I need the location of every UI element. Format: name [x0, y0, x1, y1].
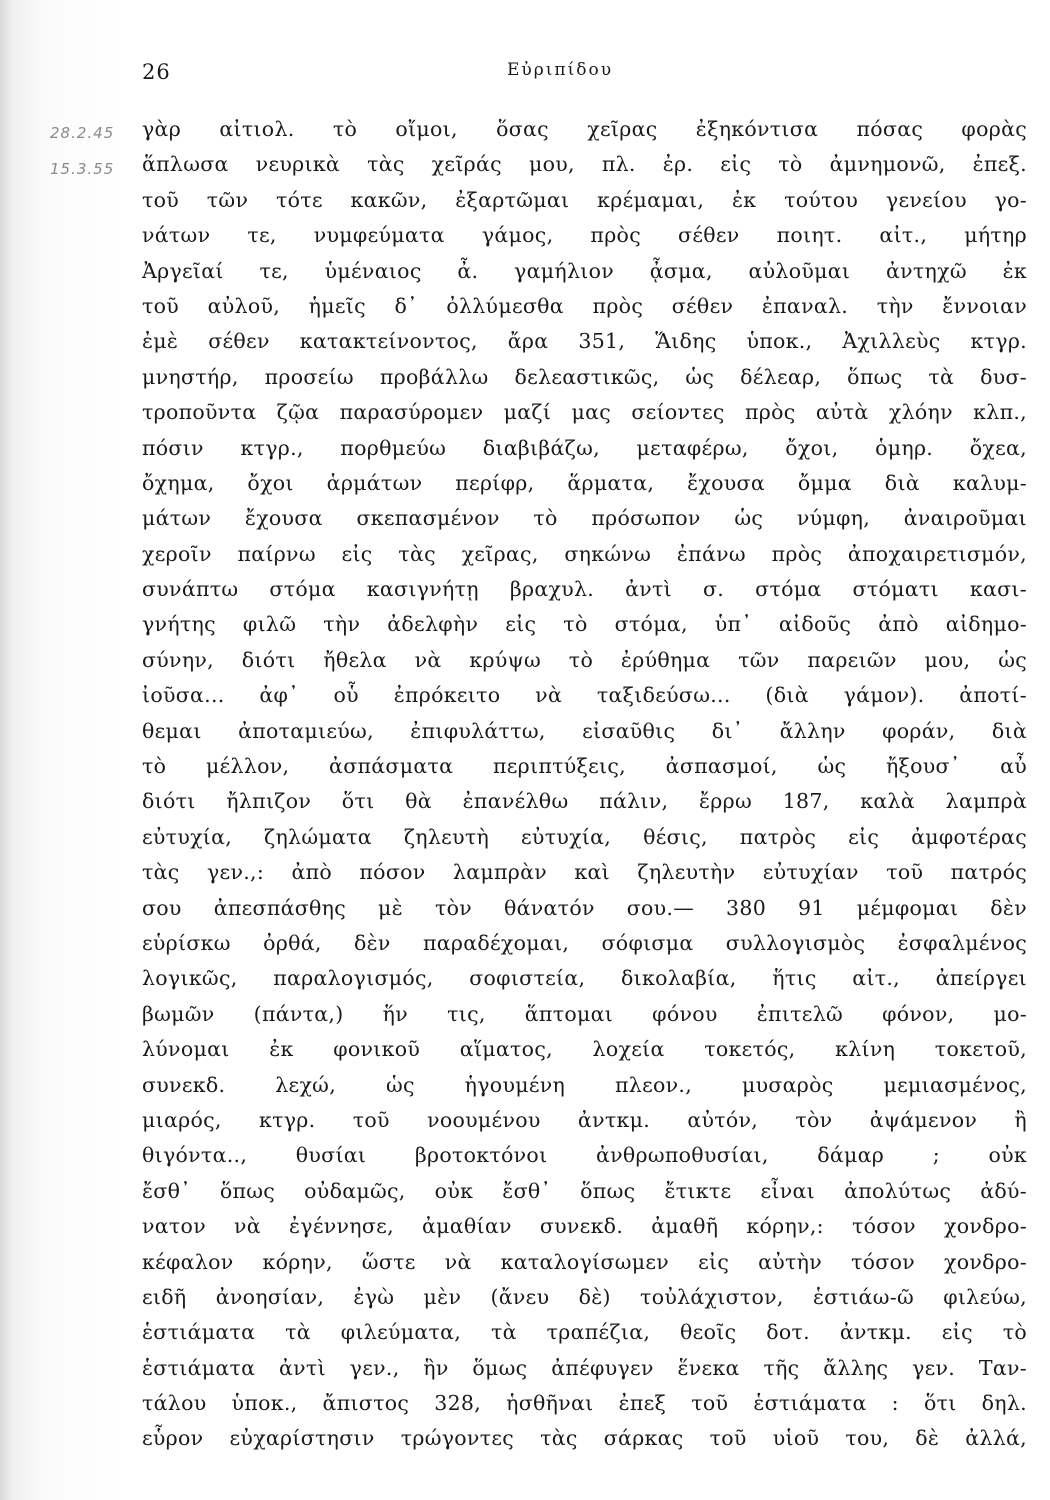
text-line: ἅπλωσα νευρικὰ τὰς χεῖράς μου, πλ. ἐρ. εἰς τὸ ἀμνημονῶ, ἐπεξ. [142, 152, 1027, 177]
running-head: Εὐριπίδου [507, 60, 614, 80]
text-line: μνηστήρ, προσείω προβάλλω δελεαστικῶς, ὡς δέλεαρ, ὅπως τὰ δυσ- [142, 364, 1027, 389]
text-line: τάλου ὑποκ., ἄπιστος 328, ἡσθῆναι ἐπεξ τοῦ ἑστιάματα : ὅτι δηλ. [142, 1391, 1027, 1416]
text-line: συνάπτω στόμα κασιγνήτῃ βραχυλ. ἀντὶ σ. στόμα στόματι κασι- [142, 577, 1027, 602]
text-line: εὑρίσκω ὀρθά, δὲν παραδέχομαι, σόφισμα συλλογισμὸς ἐσφαλμένος [142, 930, 1027, 955]
text-line: γὰρ αἰτιολ. τὸ οἴμοι, ὅσας χεῖρας ἐξηκόντισα πόσας φορὰς [142, 117, 1027, 141]
margin-note-handwritten: 28.2.45 [50, 124, 115, 142]
text-line: τοῦ αὐλοῦ, ἡμεῖς δ᾽ ὀλλύμεσθα πρὸς σέθεν ἐπαναλ. τὴν ἔννοιαν [142, 293, 1027, 318]
text-line: θιγόντα.., θυσίαι βροτοκτόνοι ἀνθρωποθυσίαι, δάμαρ ; οὐκ [142, 1143, 1027, 1168]
text-line: ἐμὲ σέθεν κατακτείνοντος, ἄρα 351, Ἅιδης ὑποκ., Ἀχιλλεὺς κτγρ. [142, 329, 1027, 354]
text-line: εὐτυχία, ζηλώματα ζηλευτὴ εὐτυχία, θέσις, πατρὸς εἰς ἀμφοτέρας [142, 824, 1027, 849]
text-line: λύνομαι ἐκ φονικοῦ αἵματος, λοχεία τοκετός, κλίνη τοκετοῦ, [142, 1037, 1027, 1062]
text-line: τροποῦντα ζῷα παρασύρομεν μαζί μας σείοντες πρὸς αὐτὰ χλόην κλπ., [142, 400, 1027, 425]
text-line: ἰοῦσα... ἀφ᾽ οὗ ἐπρόκειτο νὰ ταξιδεύσω... (διὰ γάμον). ἀποτί- [142, 683, 1027, 708]
page-number: 26 [142, 60, 171, 84]
text-line: νατον νὰ ἐγέννησε, ἀμαθίαν συνεκδ. ἀμαθῆ κόρην,: τόσον χονδρο- [142, 1214, 1027, 1239]
commentary-text [142, 112, 1027, 1457]
text-line: μιαρός, κτγρ. τοῦ νοουμένου ἀντκμ. αὐτόν, τὸν ἀψάμενον ἢ [142, 1107, 1027, 1132]
text-line: τοῦ τῶν τότε κακῶν, ἐξαρτῶμαι κρέμαμαι, ἐκ τούτου γενείου γο- [142, 187, 1027, 212]
text-line: θεμαι ἀποταμιεύω, ἐπιφυλάττω, εἰσαῦθις δι᾽ ἄλλην φοράν, διὰ [142, 718, 1027, 743]
text-line: μάτων ἔχουσα σκεπασμένον τὸ πρόσωπον ὡς νύμφη, ἀναιροῦμαι [142, 506, 1027, 531]
text-line: λογικῶς, παραλογισμός, σοφιστεία, δικολαβία, ἥτις αἰτ., ἀπείργει [142, 966, 1027, 991]
text-line: Ἀργεῖαί τε, ὑμέναιος ἆ. γαμήλιον ᾆσμα, αὐλοῦμαι ἀντηχῶ ἐκ [142, 258, 1027, 283]
text-line: διότι ἤλπιζον ὅτι θὰ ἐπανέλθω πάλιν, ἔρρω 187, καλὰ λαμπρὰ [142, 789, 1027, 814]
text-line: ειδῆ ἀνοησίαν, ἐγὼ μὲν (ἄνευ δὲ) τοὐλάχιστον, ἑστιάω-ῶ φιλεύω, [142, 1284, 1027, 1309]
text-line: πόσιν κτγρ., πορθμεύω διαβιβάζω, μεταφέρω, ὄχοι, ὁμηρ. ὄχεα, [142, 435, 1027, 460]
text-line: ὄχημα, ὄχοι ἁρμάτων περίφρ, ἅρματα, ἔχουσα ὄμμα διὰ καλυμ- [142, 470, 1027, 495]
text-line: σου ἀπεσπάσθης μὲ τὸν θάνατόν σου.— 380 91 μέμφομαι δὲν [142, 895, 1027, 920]
text-line: ἑστιάματα ἀντὶ γεν., ἣν ὅμως ἀπέφυγεν ἕνεκα τῆς ἄλλης γεν. Ταν- [142, 1355, 1027, 1380]
text-line: ἑστιάματα τὰ φιλεύματα, τὰ τραπέζια, θεοῖς δοτ. ἀντκμ. εἰς τὸ [142, 1320, 1027, 1345]
text-line: συνεκδ. λεχώ, ὡς ἡγουμένη πλεον., μυσαρὸς μεμιασμένος, [142, 1072, 1027, 1097]
text-line: εὗρον εὐχαρίστησιν τρώγοντες τὰς σάρκας τοῦ υἱοῦ του, δὲ ἀλλά, [142, 1426, 1027, 1451]
text-line: χεροῖν παίρνω εἰς τὰς χεῖρας, σηκώνω ἐπάνω πρὸς ἀποχαιρετισμόν, [142, 541, 1027, 566]
text-line: βωμῶν (πάντα,) ἥν τις, ἅπτομαι φόνου ἐπιτελῶ φόνον, μο- [142, 1001, 1027, 1026]
text-line: ἔσθ᾽ ὅπως οὐδαμῶς, οὐκ ἔσθ᾽ ὅπως ἔτικτε εἶναι ἀπολύτως ἀδύ- [142, 1178, 1027, 1203]
margin-note-handwritten: 15.3.55 [50, 160, 115, 178]
text-line: σύνην, διότι ἤθελα νὰ κρύψω τὸ ἐρύθημα τῶν παρειῶν μου, ὡς [142, 647, 1027, 672]
text-line: τὰς γεν.,: ἀπὸ πόσον λαμπρὰν καὶ ζηλευτὴν εὐτυχίαν τοῦ πατρός [142, 860, 1027, 885]
text-line: νάτων τε, νυμφεύματα γάμος, πρὸς σέθεν ποιητ. αἰτ., μήτηρ [142, 223, 1027, 248]
page-header [142, 52, 1022, 92]
text-line: γνήτης φιλῶ τὴν ἀδελφὴν εἰς τὸ στόμα, ὑπ᾽ αἰδοῦς ἀπὸ αἰδημο- [142, 612, 1027, 637]
text-line: τὸ μέλλον, ἀσπάσματα περιπτύξεις, ἀσπασμοί, ὡς ἤξουσ᾽ αὖ [142, 754, 1027, 779]
text-line: κέφαλον κόρην, ὥστε νὰ καταλογίσωμεν εἰς αὐτὴν τόσον χονδρο- [142, 1249, 1027, 1274]
